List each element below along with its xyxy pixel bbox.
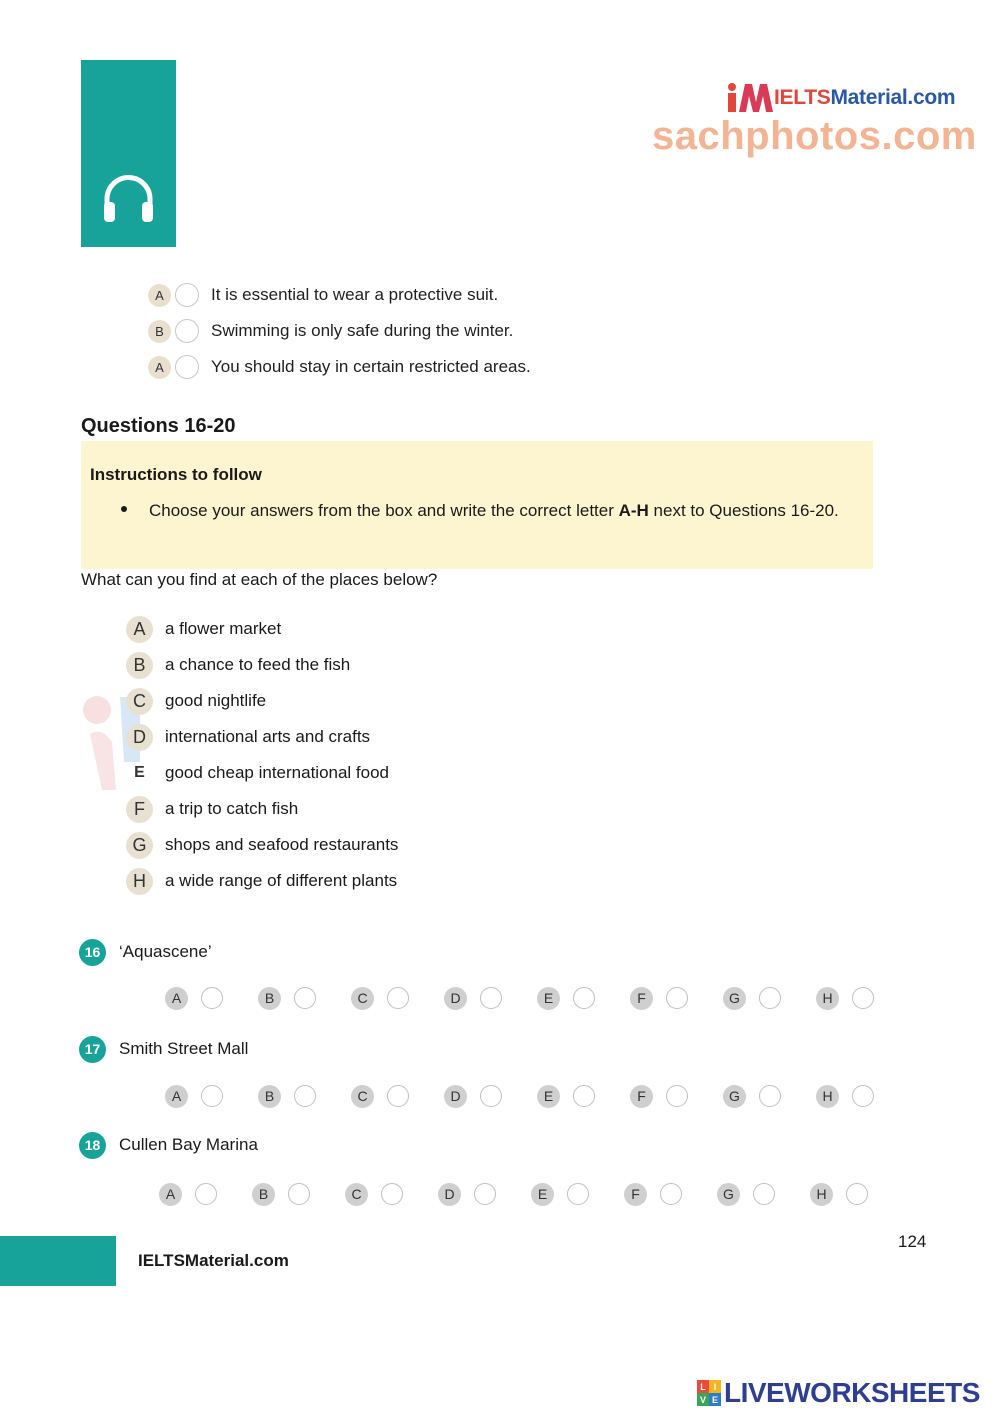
liveworksheets-text: LIVEWORKSHEETS	[724, 1377, 980, 1408]
ieltsmaterial-logo-text: IELTSMaterial.com	[774, 86, 956, 109]
choice-item	[126, 795, 298, 823]
answer-option-b[interactable]	[258, 987, 351, 1010]
answer-radio[interactable]	[288, 1183, 310, 1205]
choice-item	[126, 687, 266, 715]
answer-option-a[interactable]	[159, 1183, 252, 1206]
choice-letter: A	[126, 616, 153, 643]
answer-option-d[interactable]	[444, 1085, 537, 1108]
choice-item	[126, 867, 397, 895]
section-title: Questions 16-20	[81, 415, 236, 437]
choice-item	[126, 831, 398, 859]
choice-letter: E	[134, 764, 145, 781]
choice-text: good cheap international food	[165, 763, 390, 782]
question-prompt: What can you find at each of the places below?	[81, 570, 438, 589]
choice-item	[126, 651, 350, 679]
question-17	[79, 1035, 248, 1063]
answer-option-d[interactable]	[444, 987, 537, 1010]
answer-option-d[interactable]	[438, 1183, 531, 1206]
choice-text: good nightlife	[165, 691, 267, 710]
answer-radio[interactable]	[294, 987, 316, 1009]
watermark-text: sachphotos.com	[652, 114, 977, 158]
prev-option-letter: A	[148, 284, 171, 307]
prev-option-letter: A	[148, 356, 171, 379]
prev-option-radio[interactable]	[175, 283, 199, 307]
answer-radio[interactable]	[846, 1183, 868, 1205]
headphones-icon	[101, 172, 156, 222]
answer-letter: F	[630, 1085, 653, 1108]
answer-radio[interactable]	[759, 987, 781, 1009]
question-place: Cullen Bay Marina	[119, 1135, 258, 1154]
answer-letter: H	[810, 1183, 833, 1206]
answer-option-f[interactable]	[630, 1085, 723, 1108]
answer-option-c[interactable]	[351, 987, 444, 1010]
instructions-box	[81, 441, 873, 569]
question-16	[79, 938, 212, 966]
answer-option-a[interactable]	[165, 1085, 258, 1108]
answer-option-c[interactable]	[345, 1183, 438, 1206]
choice-text: a wide range of different plants	[165, 871, 398, 890]
answer-option-e[interactable]	[537, 987, 630, 1010]
prev-option-letter: B	[148, 320, 171, 343]
answer-radio[interactable]	[852, 987, 874, 1009]
answer-letter: E	[531, 1183, 554, 1206]
prev-option-row	[148, 318, 513, 344]
choice-item	[126, 759, 389, 787]
choice-letter: G	[126, 832, 153, 859]
choice-item	[126, 615, 281, 643]
question-place: Smith Street Mall	[119, 1039, 249, 1058]
answer-letter: D	[438, 1183, 461, 1206]
answer-radio[interactable]	[852, 1085, 874, 1107]
liveworksheets-logo[interactable]	[697, 1377, 980, 1409]
prev-option-text: It is essential to wear a protective suit.	[211, 285, 499, 304]
answer-radio[interactable]	[294, 1085, 316, 1107]
answer-letter: B	[258, 987, 281, 1010]
answer-radio[interactable]	[387, 987, 409, 1009]
answer-letter: A	[165, 987, 188, 1010]
ieltsmaterial-logo-mark-icon	[726, 82, 774, 114]
instructions-heading: Instructions to follow	[90, 465, 262, 484]
answer-letter: H	[816, 1085, 839, 1108]
answer-option-f[interactable]	[624, 1183, 717, 1206]
answer-option-h[interactable]	[816, 987, 909, 1010]
prev-option-text: Swimming is only safe during the winter.	[211, 321, 514, 340]
answer-radio[interactable]	[201, 1085, 223, 1107]
answer-letter: A	[165, 1085, 188, 1108]
answer-letter: C	[351, 987, 374, 1010]
answer-option-f[interactable]	[630, 987, 723, 1010]
answer-radio[interactable]	[573, 987, 595, 1009]
bullet-icon	[119, 501, 131, 513]
answer-letter: B	[252, 1183, 275, 1206]
choice-letter: F	[126, 796, 153, 823]
choice-text: a trip to catch fish	[165, 799, 299, 818]
answer-radio[interactable]	[387, 1085, 409, 1107]
answer-option-h[interactable]	[810, 1183, 903, 1206]
answer-radio[interactable]	[474, 1183, 496, 1205]
liveworksheets-mark-icon: L I V E	[697, 1380, 721, 1406]
answer-radio[interactable]	[666, 987, 688, 1009]
answer-letter: D	[444, 1085, 467, 1108]
answer-radio[interactable]	[381, 1183, 403, 1205]
answer-option-b[interactable]	[252, 1183, 345, 1206]
answer-radio[interactable]	[567, 1183, 589, 1205]
choice-text: a chance to feed the fish	[165, 655, 351, 674]
ieltsmaterial-logo	[726, 82, 955, 114]
answer-letter: F	[624, 1183, 647, 1206]
instruction-text: Choose your answers from the box and write the correct letter A-H next to Questions 16-20.	[149, 501, 839, 520]
answer-radio[interactable]	[201, 987, 223, 1009]
answer-radio[interactable]	[666, 1085, 688, 1107]
prev-option-radio[interactable]	[175, 319, 199, 343]
answer-letter: D	[444, 987, 467, 1010]
answer-letter: F	[630, 987, 653, 1010]
answer-option-g[interactable]	[723, 987, 816, 1010]
answer-options-18	[159, 1181, 903, 1207]
answer-letter: E	[537, 987, 560, 1010]
footer-brand: IELTSMaterial.com	[138, 1251, 289, 1270]
question-place: ‘Aquascene’	[119, 942, 212, 961]
choice-letter: H	[126, 868, 153, 895]
answer-radio[interactable]	[480, 1085, 502, 1107]
answer-option-a[interactable]	[165, 987, 258, 1010]
answer-letter: B	[258, 1085, 281, 1108]
prev-option-row	[148, 354, 531, 380]
answer-letter: C	[345, 1183, 368, 1206]
answer-option-e[interactable]	[531, 1183, 624, 1206]
choice-letter: C	[126, 688, 153, 715]
choice-text: international arts and crafts	[165, 727, 371, 746]
answer-letter: H	[816, 987, 839, 1010]
answer-options-17	[165, 1083, 909, 1109]
answer-radio[interactable]	[480, 987, 502, 1009]
prev-option-row	[148, 282, 498, 308]
answer-option-e[interactable]	[537, 1085, 630, 1108]
answer-letter: A	[159, 1183, 182, 1206]
answer-letter: C	[351, 1085, 374, 1108]
question-number-badge: 16	[79, 939, 106, 966]
choice-item	[126, 723, 370, 751]
page-number: 124	[898, 1232, 927, 1251]
prev-option-text: You should stay in certain restricted areas.	[211, 357, 531, 376]
choice-text: shops and seafood restaurants	[165, 835, 399, 854]
answer-option-b[interactable]	[258, 1085, 351, 1108]
answer-radio[interactable]	[753, 1183, 775, 1205]
question-18	[79, 1131, 258, 1159]
answer-radio[interactable]	[195, 1183, 217, 1205]
footer-teal-bar	[0, 1236, 116, 1286]
answer-radio[interactable]	[573, 1085, 595, 1107]
answer-radio[interactable]	[759, 1085, 781, 1107]
choice-letter: D	[126, 724, 153, 751]
answer-option-c[interactable]	[351, 1085, 444, 1108]
header-teal-block	[81, 60, 176, 247]
answer-options-16	[165, 985, 909, 1011]
question-number-badge: 18	[79, 1132, 106, 1159]
answer-option-g[interactable]	[723, 1085, 816, 1108]
answer-letter: G	[723, 987, 746, 1010]
answer-radio[interactable]	[660, 1183, 682, 1205]
prev-option-radio[interactable]	[175, 355, 199, 379]
answer-option-h[interactable]	[816, 1085, 909, 1108]
answer-letter: E	[537, 1085, 560, 1108]
choice-letter: B	[126, 652, 153, 679]
question-number-badge: 17	[79, 1036, 106, 1063]
answer-letter: G	[723, 1085, 746, 1108]
answer-letter: G	[717, 1183, 740, 1206]
answer-option-g[interactable]	[717, 1183, 810, 1206]
choice-text: a flower market	[165, 619, 282, 638]
